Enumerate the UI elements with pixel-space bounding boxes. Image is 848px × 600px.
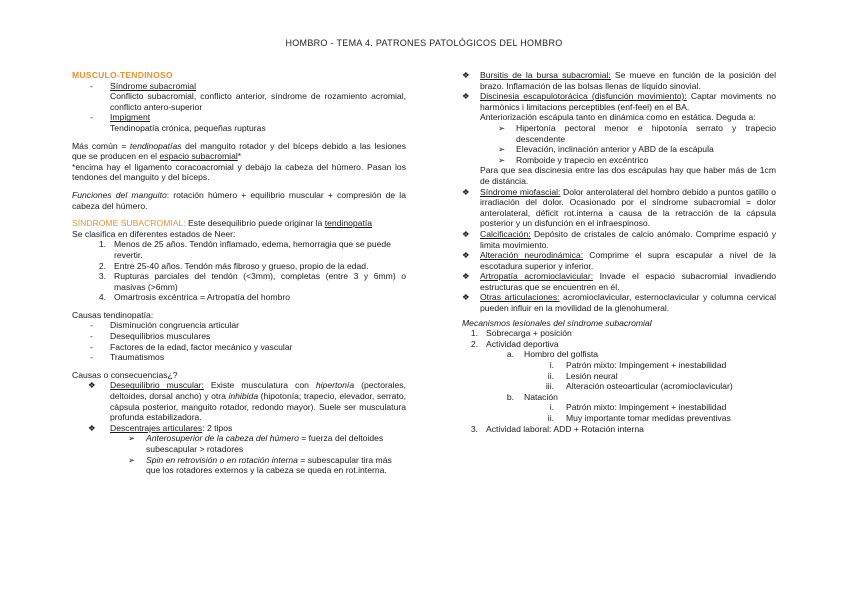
- text: (pectorales, deltoides, dorsal ancho) y otra: [110, 380, 406, 402]
- list-text: Actividad laboral: ADD + Rotación interna: [486, 423, 644, 434]
- list-letter: a.: [506, 349, 514, 360]
- text-underlined: espacio subacromial: [159, 151, 238, 162]
- item-description: Tendinopatía crónica, pequeñas rupturas: [110, 122, 266, 133]
- arrow-bullet-icon: ➢: [128, 433, 136, 444]
- heading-sindrome-subacromial: SÍNDROME SUBACROMIAL:: [72, 218, 186, 229]
- list-item: [462, 271, 776, 292]
- dash-marker: -: [90, 331, 93, 342]
- list-item: [462, 424, 776, 435]
- paragraph-sindrome: [72, 218, 406, 229]
- paragraph-note: *encima hay el ligamento coracoacromial y debajo la cabeza del húmero. Pasan los tendones del manguito y del bíceps.: [72, 161, 406, 183]
- list-text: [146, 455, 406, 476]
- list-roman: iii.: [545, 381, 554, 392]
- list-item: [72, 433, 406, 454]
- diamond-bullet-icon: ❖: [462, 91, 470, 102]
- text-underlined: Síndrome miofascial:: [480, 186, 561, 197]
- list-text: Alteración osteoarticular (acromioclavicular): [566, 381, 733, 392]
- list-text: [480, 292, 776, 313]
- list-item: [72, 423, 406, 434]
- diamond-bullet-icon: ❖: [88, 422, 96, 433]
- diamond-bullet-icon: ❖: [462, 271, 470, 282]
- list-text: Sobrecarga + posición: [486, 328, 572, 339]
- text-underlined: tendinopatía: [324, 218, 372, 229]
- right-column: [462, 70, 776, 434]
- text-underlined: Otras articulaciones:: [480, 292, 560, 303]
- text: del manguito rotador y del bíceps debido a las lesiones que se producen en el: [72, 140, 406, 162]
- dash-marker: -: [90, 341, 93, 352]
- text-underlined: Alteración neurodinámica:: [480, 250, 584, 261]
- list-text: [146, 433, 406, 454]
- list-item: [462, 155, 776, 166]
- list-text: Rupturas parciales del tendón (<3mm), completas (entre 3 y 6mm) o masivas (>6mm): [114, 271, 406, 292]
- list-item: [462, 360, 776, 371]
- list-text: Actividad deportiva: [486, 338, 559, 349]
- text: Existe musculatura con: [203, 380, 316, 391]
- list-number: 2.: [470, 338, 478, 349]
- list-text: [480, 91, 776, 112]
- paragraph-text: Anteriorización escápula tanto en dinámica como en estática. Deguda a:: [480, 112, 756, 123]
- list-text: Menos de 25 años. Tendón inflamado, edema, hemorragia que se puede revertir.: [114, 239, 391, 260]
- list-item: [72, 352, 406, 363]
- list-text: Entre 25-40 años. Tendón más fibroso y grueso, propio de la edad.: [114, 260, 369, 271]
- document-title: HOMBRO - TEMA 4. PATRONES PATOLÓGICOS DEL HOMBRO: [285, 38, 563, 48]
- text-underlined: Descentrajes articulares: [110, 422, 203, 433]
- list-text: Patrón mixto: Impingement + inestabilidad: [566, 402, 727, 413]
- list-text: [480, 70, 776, 91]
- arrow-bullet-icon: ➢: [498, 154, 506, 165]
- list-text: [110, 380, 406, 422]
- list-item: [462, 413, 776, 424]
- text-italic: Spin en retrovisión o en rotación interna: [146, 454, 298, 465]
- list-text: Natación: [524, 391, 558, 402]
- list-text: Patrón mixto: Impingement + inestabilidad: [566, 360, 727, 371]
- heading-musculo-tendinoso: MUSCULO-TENDINOSO: [72, 70, 173, 80]
- text-italic: Funciones del manguito: [72, 189, 167, 200]
- item-title: Impigment: [110, 112, 151, 123]
- list-text: [480, 187, 776, 229]
- arrow-bullet-icon: ➢: [498, 144, 506, 155]
- dash-marker: -: [90, 352, 93, 363]
- list-text: [480, 229, 776, 250]
- list-item: [462, 144, 776, 155]
- diamond-bullet-icon: ❖: [88, 380, 96, 391]
- text: = fuerza del deltoides subescapular > rotadores: [146, 433, 384, 454]
- dash-marker: -: [90, 112, 93, 123]
- list-item: [462, 339, 776, 350]
- list-item: [462, 402, 776, 413]
- list-text: Lesión neural: [566, 370, 618, 381]
- list-item: [72, 112, 406, 123]
- heading-mecanismos: Mecanismos lesionales del síndrome subacromial: [462, 317, 652, 328]
- left-column: [72, 70, 406, 476]
- text: Este desequilibrio puede originar la: [185, 218, 325, 229]
- text: Se mueve en función de la posición del brazo. Inflamación de las bolsas llenas de líquido sinovial.: [480, 70, 776, 91]
- list-item: [462, 70, 776, 91]
- text: Dolor anterolateral del hombro debido a puntos gatillo o irradiación del dolor. Ocasionado por el síndrome subacromial = dolor anterolateral, déficit rot.interna a causa de la retracción de la cápsula posterior y un disfunción en el infraespinoso.: [480, 186, 776, 229]
- list-text: Omartrosis excéntrica = Artropatía del hombro: [114, 292, 291, 303]
- list-text: Hombro del golfista: [524, 349, 599, 360]
- list-item: [72, 380, 406, 422]
- text: Captar moviments no harmònics i limitacions perceptibles (enf-feel) en el BA.: [480, 91, 776, 112]
- text-italic: tendinopatías: [129, 140, 182, 151]
- item-description: Conflicto subacromial, conflicto anterior, síndrome de rozamiento acromial, conflicto antero-superior: [110, 91, 406, 112]
- list-item: [72, 331, 406, 342]
- list-item: [462, 328, 776, 339]
- list-item: [72, 292, 406, 303]
- arrow-bullet-icon: ➢: [498, 122, 506, 133]
- text: (hipotonía; trapecio, elevador, serrato, cápsula posterior, manguito rotador, redondo mayor). Suele ser musculatura profunda estabilizadora.: [110, 391, 406, 423]
- text: Más común =: [72, 140, 130, 151]
- list-item: [462, 381, 776, 392]
- list-item: [462, 349, 776, 360]
- list-text: [480, 250, 776, 271]
- text: : rotación húmero + equilibrio muscular + compresión de la cabeza del húmero.: [72, 189, 406, 211]
- text: Depósito de cristales de calcio anómalo. Comprime espació y limita movimiento.: [480, 228, 776, 250]
- list-text: Muy importante tomar medidas preventivas: [566, 413, 731, 423]
- diamond-bullet-icon: ❖: [462, 250, 470, 261]
- list-roman: ii.: [547, 413, 554, 423]
- list-text: [110, 423, 406, 434]
- list-item: [72, 455, 406, 476]
- list-roman: i.: [549, 360, 554, 371]
- paragraph-functions: [72, 190, 406, 211]
- heading-consecuencias: Causas o consecuencias¿?: [72, 369, 178, 380]
- list-text: [480, 271, 776, 292]
- paragraph-common: [72, 141, 406, 162]
- list-item: [462, 392, 776, 403]
- list-item: [72, 239, 406, 260]
- text: Comprime el supra escapular a nivel de la escotadura superior y inferior.: [480, 250, 776, 271]
- list-text: Factores de la edad, factor mecánico y vascular: [110, 341, 293, 352]
- diamond-bullet-icon: ❖: [462, 70, 470, 80]
- list-item: [462, 229, 776, 250]
- list-number: 1.: [98, 239, 106, 250]
- text-underlined: Calcificación:: [480, 228, 531, 239]
- text-italic: hipertonía: [315, 380, 355, 391]
- list-text: Desequilibrios musculares: [110, 331, 211, 342]
- arrow-bullet-icon: ➢: [128, 454, 136, 465]
- text: acromioclavicular, esternoclavicular y columna cervical pueden influir en la movilidad de la glenohumeral.: [480, 292, 776, 314]
- text-italic: Anterosuperior de la cabeza del húmero: [146, 433, 299, 444]
- list-number: 1.: [470, 328, 478, 339]
- dash-marker: -: [90, 320, 93, 331]
- item-title: Síndrome subacromial: [110, 80, 196, 91]
- text: *: [237, 151, 242, 162]
- text: : 2 tipos: [202, 422, 233, 433]
- list-roman: ii.: [547, 370, 554, 381]
- list-text: Elevación, inclinación anterior y ABD de la escápula: [516, 144, 714, 155]
- neer-intro: Se clasifica en diferentes estados de Neer:: [72, 228, 236, 239]
- text-italic: inhibida: [228, 391, 259, 402]
- list-roman: i.: [549, 402, 554, 413]
- list-item: [72, 261, 406, 272]
- text: = subescapular tira más que los rotadores externos y la cabeza se queda en rot.interna.: [146, 454, 392, 476]
- list-text: Hipertonía pectoral menor e hipotonía serrato y trapecio descendente: [516, 122, 776, 144]
- list-item: [462, 292, 776, 313]
- text-underlined: Discinesia escapulotorácica (disfunción movimiento):: [480, 91, 687, 102]
- diamond-bullet-icon: ❖: [462, 186, 470, 197]
- diamond-bullet-icon: ❖: [462, 228, 470, 239]
- list-item: [72, 320, 406, 331]
- paragraph-text: Para que sea discinesia entre las dos escápulas hay que haber más de 1cm de distáncia.: [480, 165, 776, 186]
- text-underlined: Bursitis de la bursa subacromial:: [480, 70, 611, 80]
- list-number: 3.: [98, 271, 106, 282]
- diamond-bullet-icon: ❖: [462, 292, 470, 303]
- list-text: Romboide y trapecio en excéntrico: [516, 154, 649, 165]
- text: Invade el espacio subacromial invadiendo estructuras que se encuentren en él.: [480, 271, 776, 292]
- list-number: 2.: [98, 260, 106, 271]
- list-item: [72, 271, 406, 292]
- dash-marker: -: [90, 80, 93, 91]
- list-text: Traumatismos: [110, 352, 165, 363]
- heading-causas: Causas tendinopatía:: [72, 309, 154, 320]
- list-text: Disminución congruencia articular: [110, 320, 239, 331]
- list-item: [72, 342, 406, 353]
- list-item: [462, 123, 776, 144]
- text-underlined: Desequilibrio muscular:: [110, 380, 204, 391]
- list-item: [462, 371, 776, 382]
- list-item: [462, 187, 776, 229]
- list-number: 4.: [98, 292, 106, 303]
- list-item: [462, 91, 776, 112]
- list-letter: b.: [506, 391, 514, 402]
- text-underlined: Artropatía acromioclavicular:: [480, 271, 594, 282]
- list-item: [72, 81, 406, 92]
- list-item: [462, 250, 776, 271]
- list-number: 3.: [470, 423, 478, 434]
